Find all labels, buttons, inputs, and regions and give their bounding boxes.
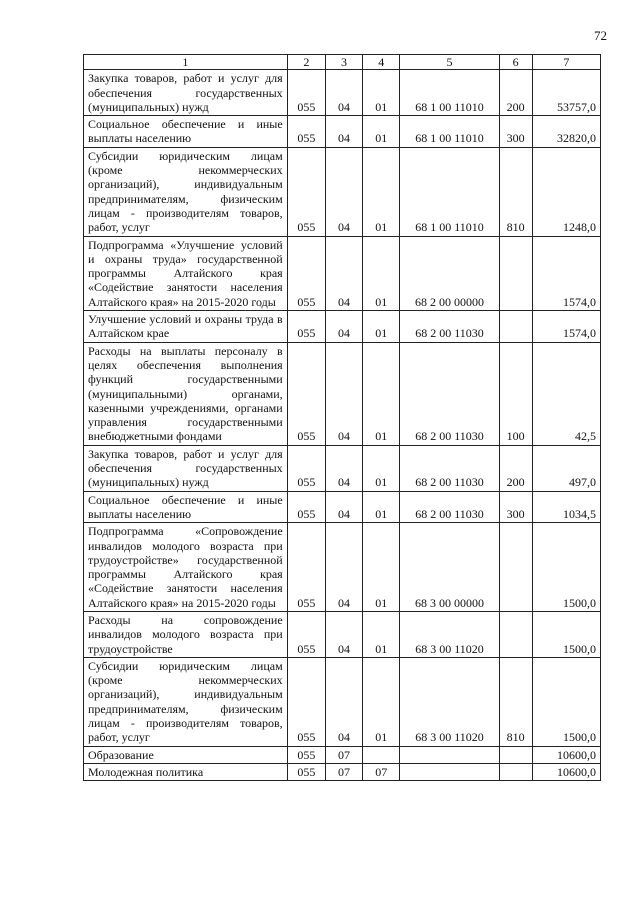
table-row <box>84 657 601 746</box>
target-article-cell: 68 2 00 11030 <box>400 342 499 445</box>
target-article-cell: 68 3 00 11020 <box>400 657 499 746</box>
amount-cell: 42,5 <box>532 342 600 445</box>
table-row <box>84 70 601 116</box>
amount-cell: 1500,0 <box>532 611 600 657</box>
column-header: 3 <box>325 55 362 70</box>
expense-type-cell <box>499 746 532 763</box>
amount-cell: 1574,0 <box>532 311 600 343</box>
row-name-cell: Социальное обеспечение и иные выплаты населению <box>84 491 288 523</box>
amount-cell: 497,0 <box>532 445 600 491</box>
amount-cell: 1574,0 <box>532 236 600 310</box>
target-article-cell: 68 2 00 11030 <box>400 445 499 491</box>
subsection-code-cell: 01 <box>363 147 400 236</box>
target-article-cell <box>400 763 499 780</box>
admin-code-cell: 055 <box>287 70 325 116</box>
column-header: 1 <box>84 55 288 70</box>
subsection-code-cell: 07 <box>363 763 400 780</box>
admin-code-cell: 055 <box>287 491 325 523</box>
subsection-code-cell: 01 <box>363 342 400 445</box>
expense-type-cell: 200 <box>499 445 532 491</box>
amount-cell: 1248,0 <box>532 147 600 236</box>
admin-code-cell: 055 <box>287 763 325 780</box>
expense-type-cell: 810 <box>499 147 532 236</box>
expense-type-cell: 100 <box>499 342 532 445</box>
column-header: 2 <box>287 55 325 70</box>
budget-table <box>83 54 601 781</box>
subsection-code-cell: 01 <box>363 445 400 491</box>
admin-code-cell: 055 <box>287 445 325 491</box>
section-code-cell: 04 <box>325 611 362 657</box>
row-name-cell: Расходы на сопровождение инвалидов молодого возраста при трудоустройстве <box>84 611 288 657</box>
table-row <box>84 311 601 343</box>
expense-type-cell: 300 <box>499 491 532 523</box>
row-name-cell: Подпрограмма «Сопровождение инвалидов молодого возраста при трудоустройстве» государственной программы Алтайского края «Содействие занятости населения Алтайского края» на 2015-2020 годы <box>84 523 288 612</box>
section-code-cell: 07 <box>325 763 362 780</box>
row-name-cell: Расходы на выплаты персоналу в целях обеспечения выполнения функций государственными (муниципальными) органами, казенными учреждениями, органами управления государственными внебюджетными фондами <box>84 342 288 445</box>
target-article-cell <box>400 746 499 763</box>
row-name-cell: Субсидии юридическим лицам (кроме некоммерческих организаций), индивидуальным предпринимателям, физическим лицам - производителям товаров, работ, услуг <box>84 147 288 236</box>
subsection-code-cell: 01 <box>363 236 400 310</box>
target-article-cell: 68 1 00 11010 <box>400 147 499 236</box>
section-code-cell: 04 <box>325 342 362 445</box>
amount-cell: 10600,0 <box>532 763 600 780</box>
row-name-cell: Закупка товаров, работ и услуг для обеспечения государственных (муниципальных) нужд <box>84 70 288 116</box>
amount-cell: 1500,0 <box>532 657 600 746</box>
column-header: 6 <box>499 55 532 70</box>
subsection-code-cell: 01 <box>363 311 400 343</box>
admin-code-cell: 055 <box>287 342 325 445</box>
table-body <box>84 70 601 781</box>
expense-type-cell <box>499 611 532 657</box>
section-code-cell: 04 <box>325 657 362 746</box>
subsection-code-cell: 01 <box>363 611 400 657</box>
table-row <box>84 236 601 310</box>
table-row <box>84 116 601 148</box>
expense-type-cell <box>499 311 532 343</box>
subsection-code-cell: 01 <box>363 70 400 116</box>
target-article-cell: 68 3 00 00000 <box>400 523 499 612</box>
row-name-cell: Образование <box>84 746 288 763</box>
section-code-cell: 04 <box>325 147 362 236</box>
row-name-cell: Закупка товаров, работ и услуг для обеспечения государственных (муниципальных) нужд <box>84 445 288 491</box>
table-row <box>84 763 601 780</box>
row-name-cell: Молодежная политика <box>84 763 288 780</box>
admin-code-cell: 055 <box>287 611 325 657</box>
subsection-code-cell: 01 <box>363 523 400 612</box>
subsection-code-cell: 01 <box>363 657 400 746</box>
expense-type-cell: 200 <box>499 70 532 116</box>
table-row <box>84 445 601 491</box>
section-code-cell: 04 <box>325 445 362 491</box>
column-header: 5 <box>400 55 499 70</box>
subsection-code-cell <box>363 746 400 763</box>
expense-type-cell <box>499 523 532 612</box>
section-code-cell: 04 <box>325 523 362 612</box>
section-code-cell: 07 <box>325 746 362 763</box>
table-row <box>84 611 601 657</box>
section-code-cell: 04 <box>325 116 362 148</box>
target-article-cell: 68 2 00 00000 <box>400 236 499 310</box>
column-header: 4 <box>363 55 400 70</box>
section-code-cell: 04 <box>325 311 362 343</box>
table-row <box>84 523 601 612</box>
expense-type-cell <box>499 236 532 310</box>
amount-cell: 10600,0 <box>532 746 600 763</box>
target-article-cell: 68 1 00 11010 <box>400 116 499 148</box>
target-article-cell: 68 3 00 11020 <box>400 611 499 657</box>
admin-code-cell: 055 <box>287 116 325 148</box>
expense-type-cell <box>499 763 532 780</box>
admin-code-cell: 055 <box>287 236 325 310</box>
table-row <box>84 147 601 236</box>
amount-cell: 32820,0 <box>532 116 600 148</box>
row-name-cell: Субсидии юридическим лицам (кроме некоммерческих организаций), индивидуальным предпринимателям, физическим лицам - производителям товаров, работ, услуг <box>84 657 288 746</box>
target-article-cell: 68 2 00 11030 <box>400 311 499 343</box>
table-row <box>84 342 601 445</box>
row-name-cell: Подпрограмма «Улучшение условий и охраны труда» государственной программы Алтайского края «Содействие занятости населения Алтайского края» на 2015-2020 годы <box>84 236 288 310</box>
subsection-code-cell: 01 <box>363 116 400 148</box>
row-name-cell: Улучшение условий и охраны труда в Алтайском крае <box>84 311 288 343</box>
admin-code-cell: 055 <box>287 746 325 763</box>
table-row <box>84 746 601 763</box>
table-row <box>84 491 601 523</box>
section-code-cell: 04 <box>325 236 362 310</box>
expense-type-cell: 810 <box>499 657 532 746</box>
table-header-row <box>84 55 601 70</box>
admin-code-cell: 055 <box>287 657 325 746</box>
subsection-code-cell: 01 <box>363 491 400 523</box>
admin-code-cell: 055 <box>287 311 325 343</box>
amount-cell: 53757,0 <box>532 70 600 116</box>
expense-type-cell: 300 <box>499 116 532 148</box>
row-name-cell: Социальное обеспечение и иные выплаты населению <box>84 116 288 148</box>
admin-code-cell: 055 <box>287 523 325 612</box>
section-code-cell: 04 <box>325 70 362 116</box>
target-article-cell: 68 2 00 11030 <box>400 491 499 523</box>
target-article-cell: 68 1 00 11010 <box>400 70 499 116</box>
amount-cell: 1034,5 <box>532 491 600 523</box>
amount-cell: 1500,0 <box>532 523 600 612</box>
column-header: 7 <box>532 55 600 70</box>
section-code-cell: 04 <box>325 491 362 523</box>
admin-code-cell: 055 <box>287 147 325 236</box>
page-number: 72 <box>594 28 607 43</box>
